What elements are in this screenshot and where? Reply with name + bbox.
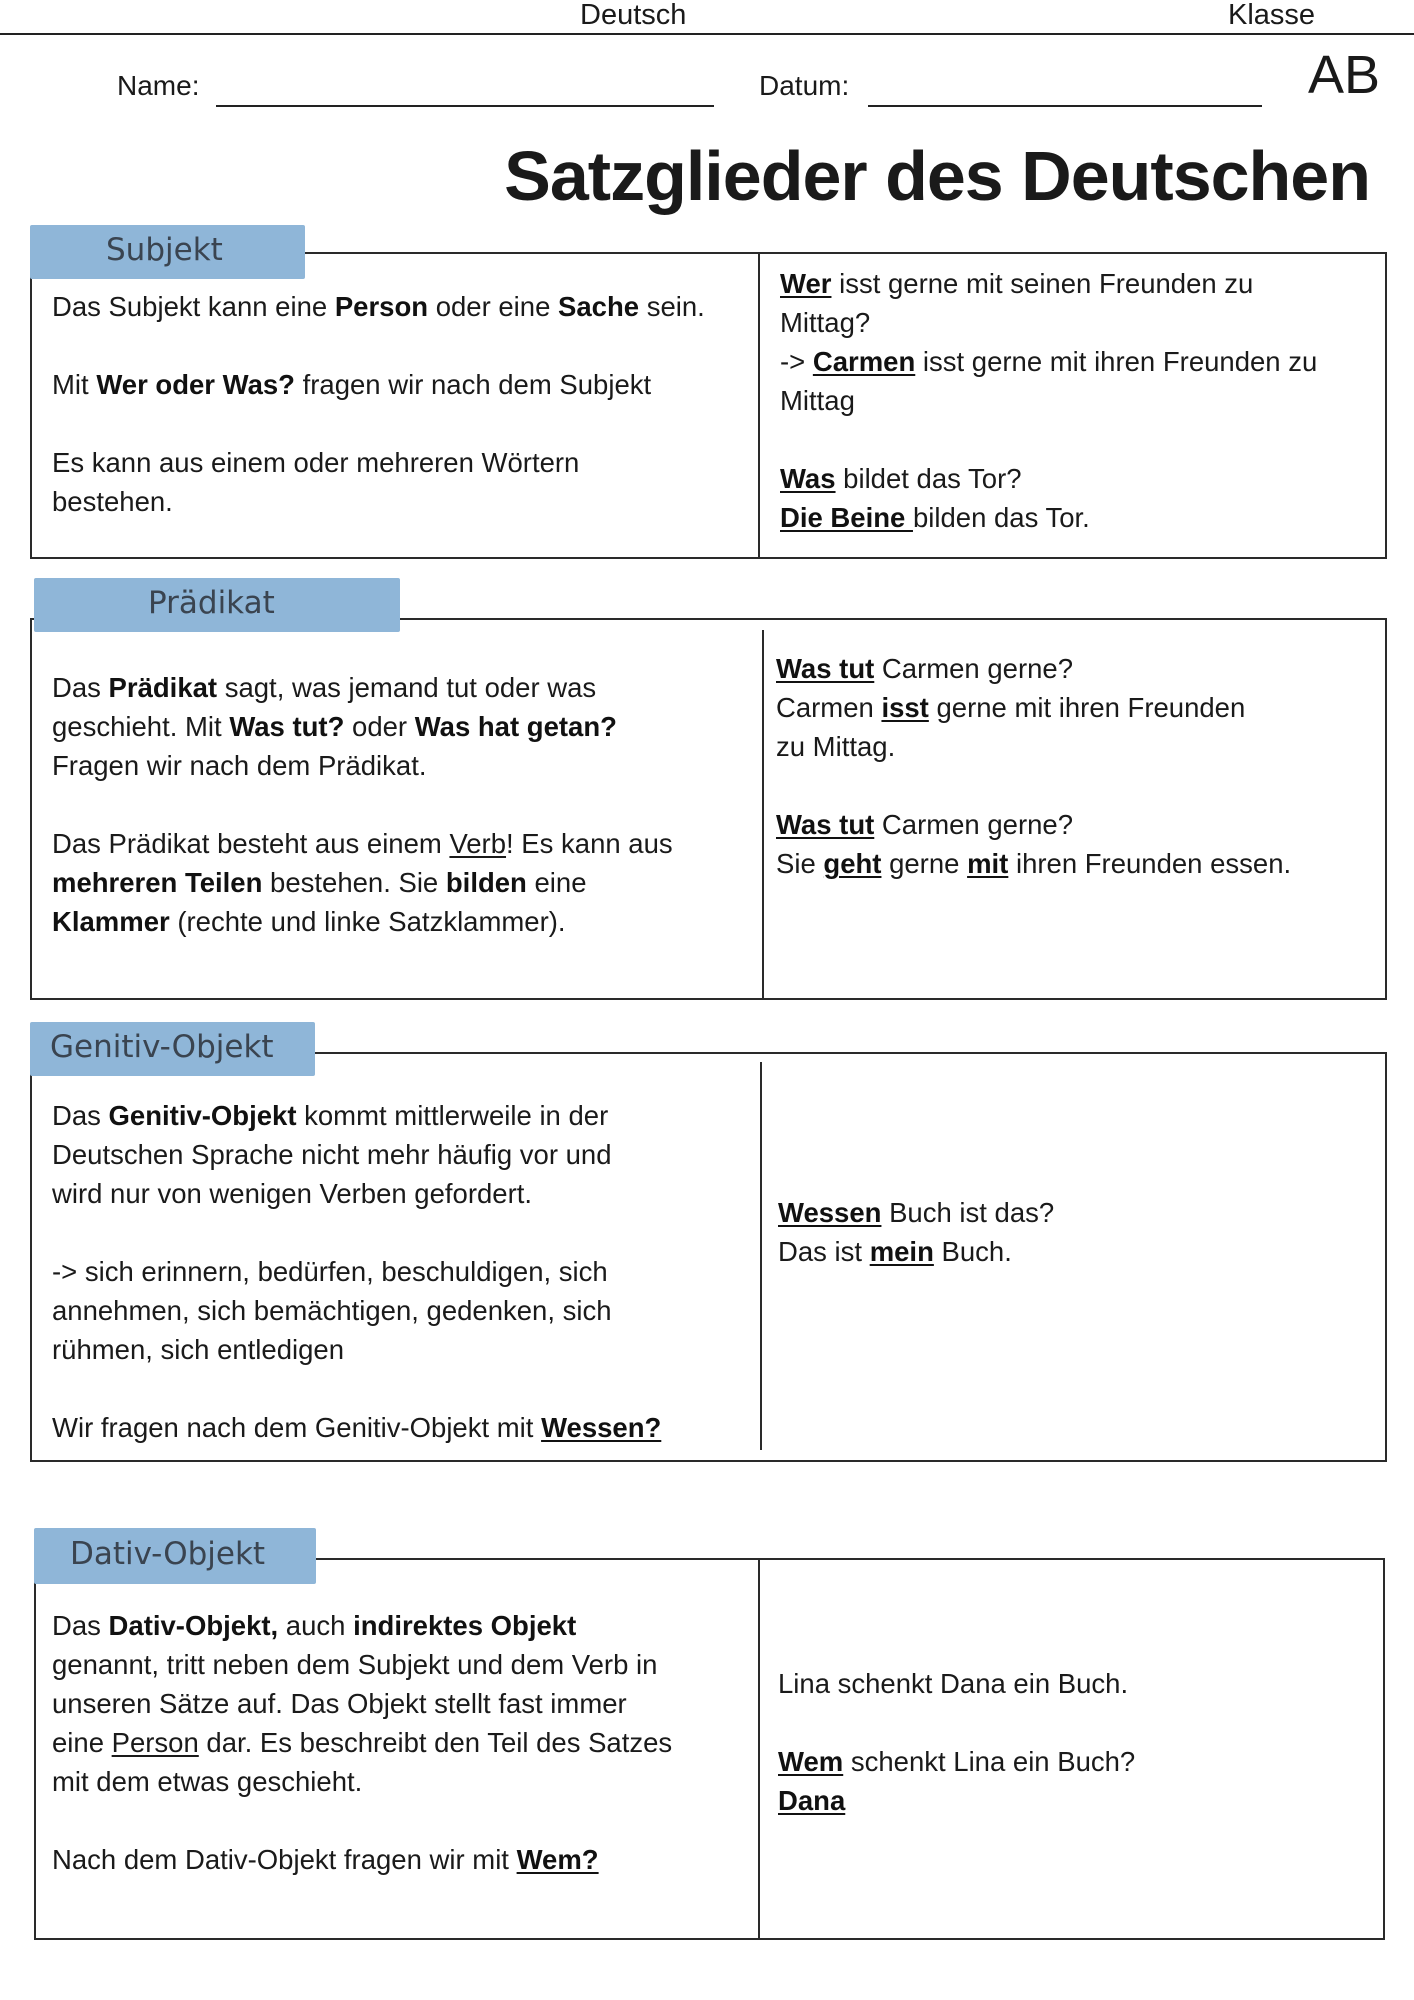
text-line: Was tut Carmen gerne? [776, 653, 1073, 684]
emphasis-underlined: Was tut [776, 809, 875, 840]
text-line: Wer isst gerne mit seinen Freunden zu [780, 268, 1254, 299]
section-left-text [52, 668, 752, 941]
text-line: Was bildet das Tor? [780, 463, 1022, 494]
class-label: Klasse [1228, 0, 1316, 31]
section-right-text [778, 1193, 1378, 1271]
emphasis-bold: Was hat getan? [414, 711, 617, 742]
text-line: Carmen isst gerne mit ihren Freunden [776, 692, 1246, 723]
text-line: -> sich erinnern, bedürfen, beschuldigen, sich [52, 1256, 608, 1287]
emphasis-bold: Wer oder Was? [96, 369, 295, 400]
emphasis-underline: Person [111, 1727, 199, 1758]
text-line: genannt, tritt neben dem Subjekt und dem Verb in [52, 1649, 658, 1680]
emphasis-underlined: Wem [778, 1746, 844, 1777]
text-line: annehmen, sich bemächtigen, gedenken, sich [52, 1295, 612, 1326]
emphasis-bold: Prädikat [108, 672, 218, 703]
page-title: Satzglieder des Deutschen [504, 137, 1370, 215]
text-line: unseren Sätze auf. Das Objekt stellt fast immer [52, 1688, 627, 1719]
emphasis-underline: Verb [449, 828, 507, 859]
date-field[interactable] [868, 105, 1262, 107]
text-line [52, 404, 752, 443]
text-line: bestehen. [52, 486, 173, 517]
text-line: Mit Wer oder Was? fragen wir nach dem Subjekt [52, 369, 652, 400]
section-left-text [52, 1096, 757, 1447]
section-divider [758, 1558, 760, 1940]
text-line: -> Carmen isst gerne mit ihren Freunden zu [780, 346, 1318, 377]
tab-genitiv-objekt: Genitiv-Objekt [30, 1022, 315, 1076]
text-line [778, 1781, 1378, 1820]
section-divider [758, 252, 760, 559]
text-line [780, 420, 1380, 459]
emphasis-bold: Dativ-Objekt, [108, 1610, 279, 1641]
worksheet-badge: AB [1308, 45, 1381, 105]
section-divider [760, 1062, 762, 1450]
emphasis-bold: Klammer [52, 906, 170, 937]
text-line: Mittag [780, 385, 855, 416]
text-line: Nach dem Dativ-Objekt fragen wir mit Wem? [52, 1844, 599, 1875]
tab-subjekt: Subjekt [30, 225, 305, 279]
emphasis-bold: bilden [445, 867, 527, 898]
text-line: wird nur von wenigen Verben gefordert. [52, 1178, 533, 1209]
text-line: Das ist mein Buch. [778, 1236, 1012, 1267]
text-line: Wessen Buch ist das? [778, 1197, 1055, 1228]
text-line: zu Mittag. [776, 731, 896, 762]
section-left-text [52, 1606, 752, 1879]
text-line [776, 766, 1376, 805]
text-line [52, 1801, 752, 1840]
text-line: Das Genitiv-Objekt kommt mittlerweile in der [52, 1100, 609, 1131]
text-line: Deutschen Sprache nicht mehr häufig vor und [52, 1139, 612, 1170]
section-right-text [778, 1664, 1378, 1820]
emphasis-underlined: Wem? [516, 1844, 599, 1875]
section-right-text [776, 649, 1376, 883]
text-line: Lina schenkt Dana ein Buch. [778, 1668, 1129, 1699]
text-line [52, 326, 752, 365]
text-line: Es kann aus einem oder mehreren Wörtern [52, 447, 580, 478]
emphasis-underlined: Wessen? [541, 1412, 662, 1443]
text-line: Wir fragen nach dem Genitiv-Objekt mit Wessen? [52, 1412, 662, 1443]
text-line [52, 785, 752, 824]
section-divider [762, 630, 764, 1000]
emphasis-bold: Sache [558, 291, 640, 322]
text-line: mehreren Teilen bestehen. Sie bilden eine [52, 867, 587, 898]
text-line: geschieht. Mit Was tut? oder Was hat getan? [52, 711, 617, 742]
text-line [52, 1369, 757, 1408]
text-line [778, 1703, 1378, 1742]
text-line: Klammer (rechte und linke Satzklammer). [52, 906, 566, 937]
emphasis-underlined: Wer [780, 268, 832, 299]
emphasis-underlined: Was tut [776, 653, 875, 684]
section-right-text [780, 264, 1380, 537]
tab-praedikat: Prädikat [34, 578, 400, 632]
subject-label: Deutsch [580, 0, 687, 31]
text-line: Das Subjekt kann eine Person oder eine Sache sein. [52, 291, 705, 322]
emphasis-bold: indirektes Objekt [353, 1610, 577, 1641]
emphasis-underlined: mein [869, 1236, 934, 1267]
text-line: Sie geht gerne mit ihren Freunden essen. [776, 848, 1292, 879]
text-line: rühmen, sich entledigen [52, 1334, 344, 1365]
name-label: Name: [117, 70, 200, 101]
text-line: Die Beine bilden das Tor. [780, 502, 1090, 533]
date-label: Datum: [759, 70, 850, 101]
emphasis-underlined: Die Beine [780, 502, 913, 533]
section-left-text [52, 287, 752, 521]
text-line: eine Person dar. Es beschreibt den Teil des Satzes [52, 1727, 673, 1758]
emphasis-underlined: mit [967, 848, 1009, 879]
text-line: Fragen wir nach dem Prädikat. [52, 750, 427, 781]
emphasis-underlined: Carmen [812, 346, 916, 377]
text-line: Das Prädikat besteht aus einem Verb! Es kann aus [52, 828, 673, 859]
emphasis-underlined: Dana [778, 1785, 846, 1816]
emphasis-underlined: isst [881, 692, 929, 723]
text-line: mit dem etwas geschieht. [52, 1766, 363, 1797]
text-line: Wem schenkt Lina ein Buch? [778, 1746, 1136, 1777]
text-line: Das Prädikat sagt, was jemand tut oder was [52, 672, 597, 703]
emphasis-bold: mehreren Teilen [52, 867, 263, 898]
emphasis-bold: Person [334, 291, 429, 322]
tab-dativ-objekt: Dativ-Objekt [34, 1528, 316, 1584]
emphasis-underlined: Wessen [778, 1197, 882, 1228]
emphasis-underlined: Was [780, 463, 836, 494]
emphasis-bold: Was tut? [229, 711, 345, 742]
text-line: Was tut Carmen gerne? [776, 809, 1073, 840]
text-line: Das Dativ-Objekt, auch indirektes Objekt [52, 1610, 577, 1641]
header-rule [0, 33, 1414, 35]
emphasis-underlined: geht [823, 848, 882, 879]
text-line [52, 1213, 757, 1252]
emphasis-bold: Genitiv-Objekt [108, 1100, 297, 1131]
name-field[interactable] [216, 105, 714, 107]
text-line: Mittag? [780, 307, 871, 338]
